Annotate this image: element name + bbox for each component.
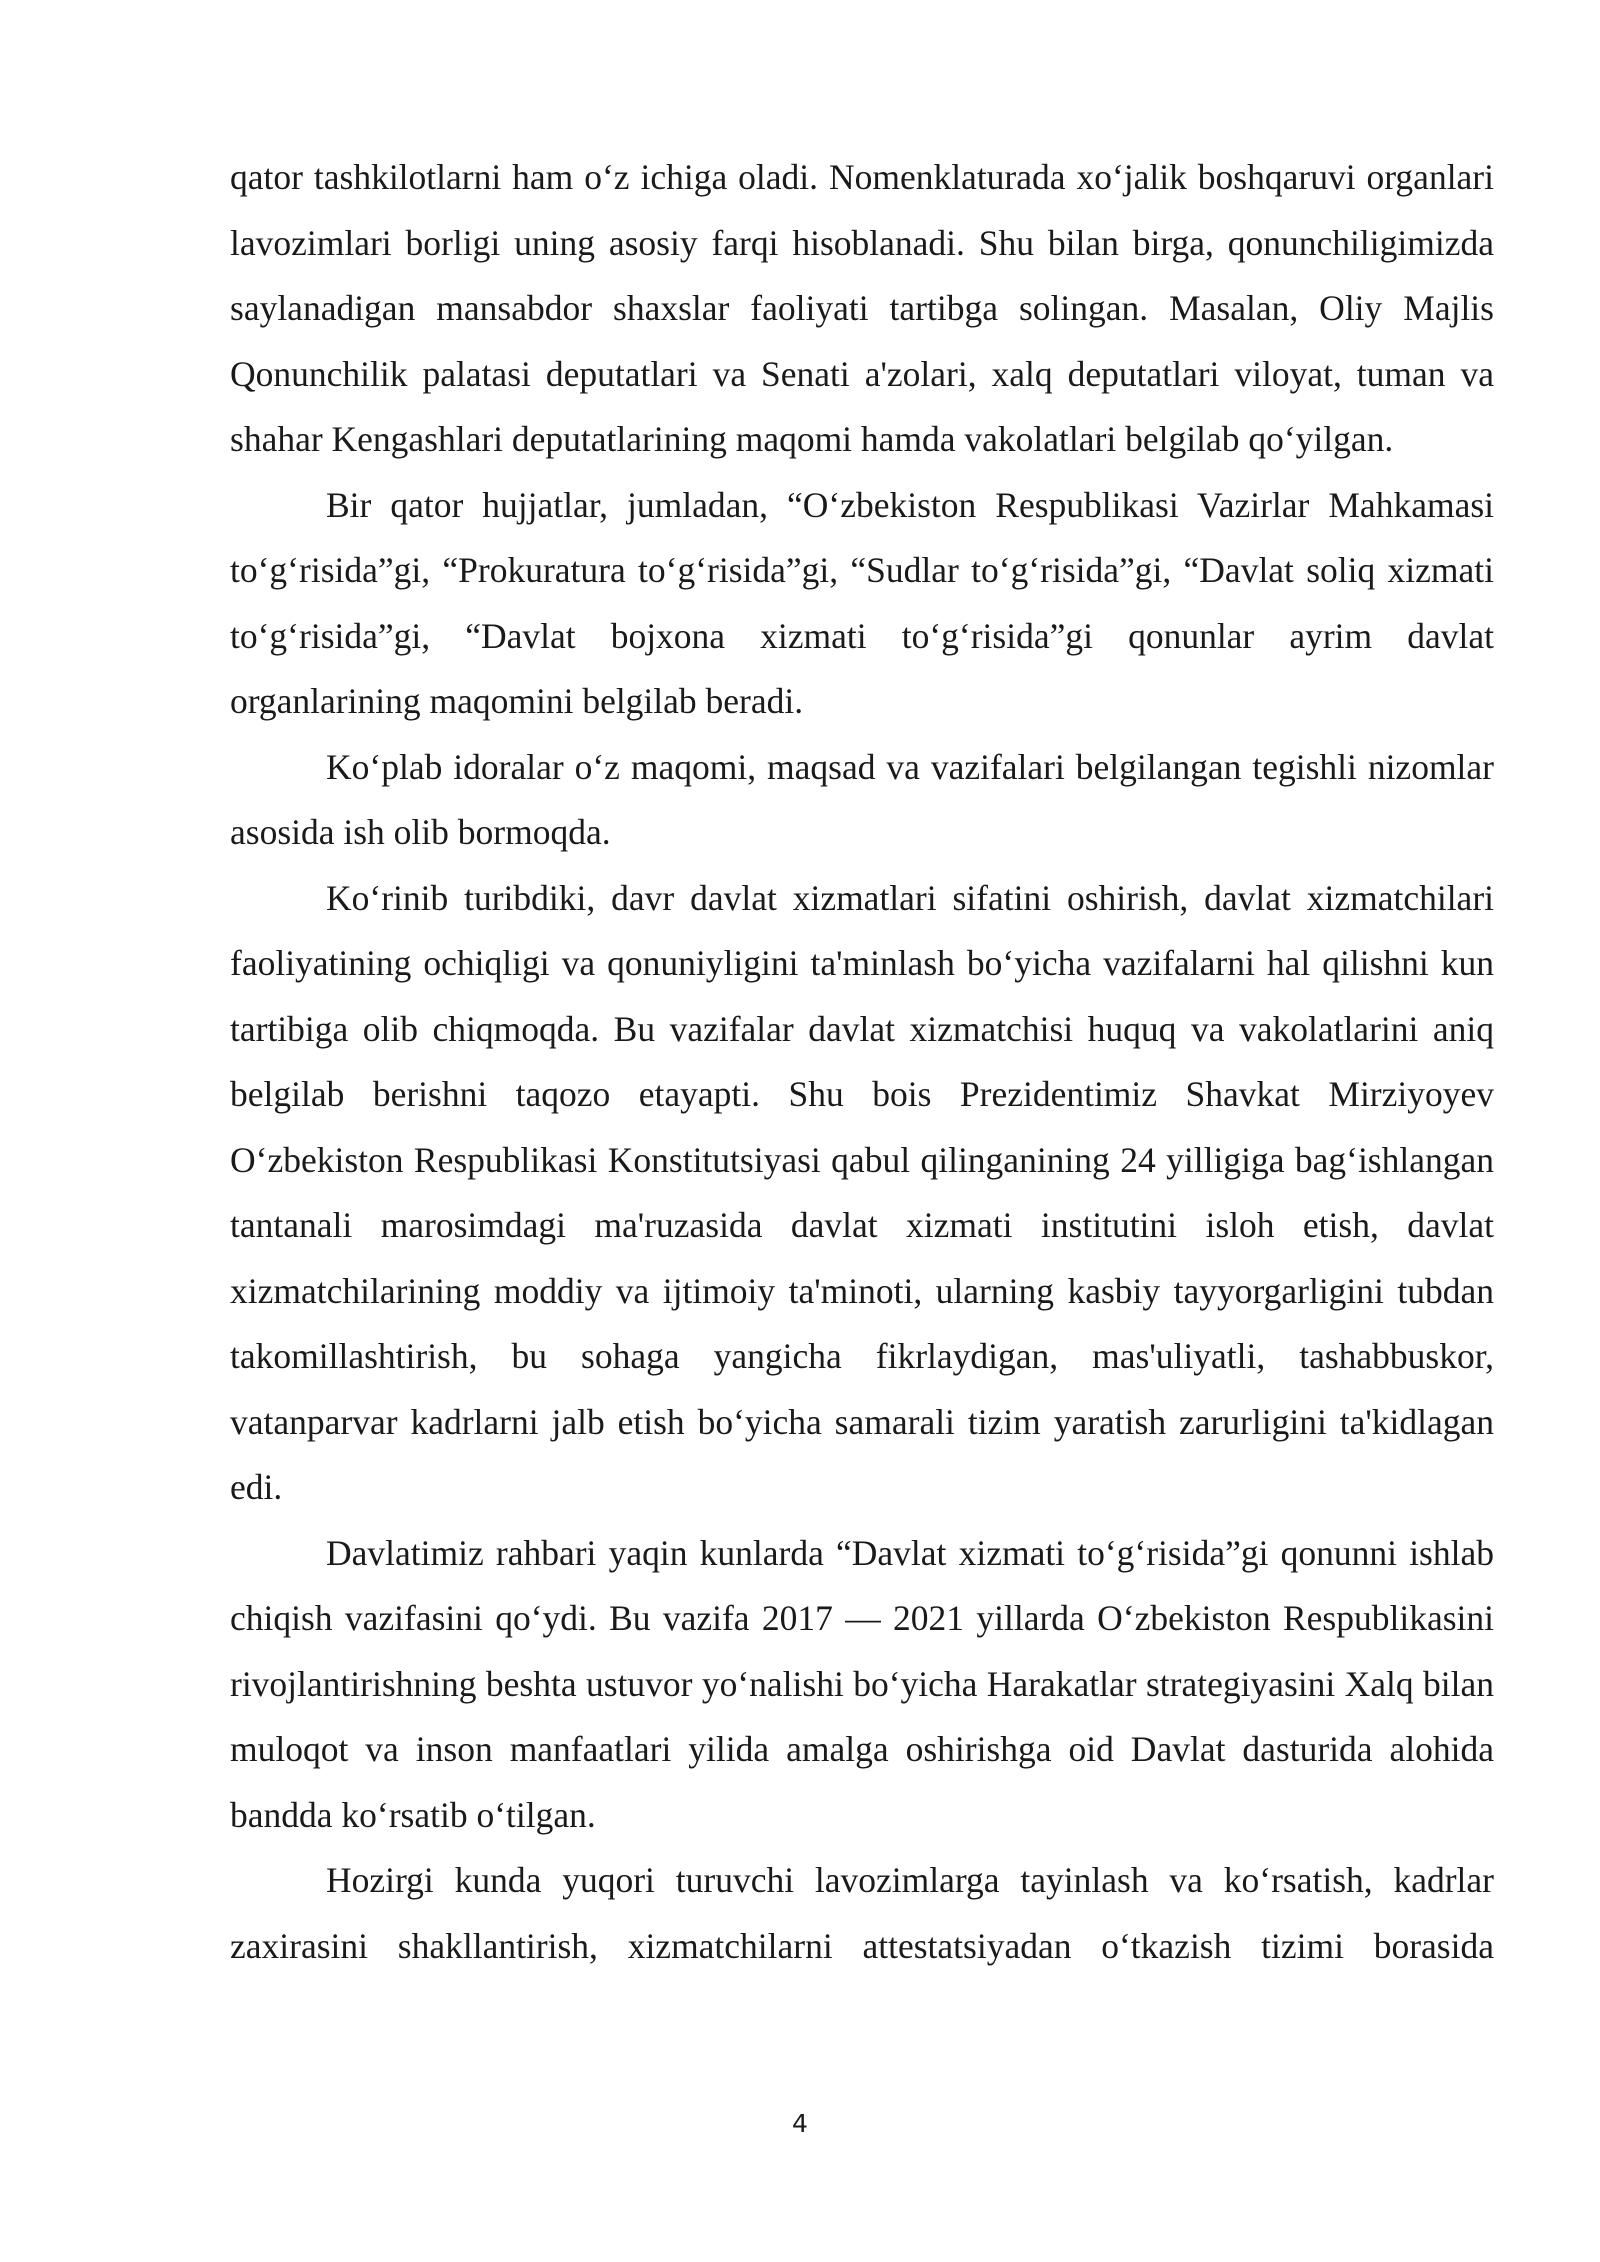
paragraph-continuation: qator tashkilotlarni ham o‘z ichiga oladi. Nomenklaturada xo‘jalik boshqaruvi organlari lavozimlari borligi uning asosiy farqi hisoblanadi. Shu bilan birga, qonunchiligimizda saylanadigan mansabdor shaxslar faoliyati tartibga solingan. Masalan, Oliy Majlis Qonunchilik palatasi deputatlari va Senati a'zolari, xalq deputatlari viloyat, tuman va shahar Kengashlari deputatlarining maqomi hamda vakolatlari belgilab qo‘yilgan.	[230, 157, 1494, 459]
paragraph-laws: Bir qator hujjatlar, jumladan, “O‘zbekiston Respublikasi Vazirlar Mahkamasi to‘g‘risida”gi, “Prokuratura to‘g‘risida”gi, “Sudlar to‘g‘risida”gi, “Davlat soliq xizmati to‘g‘risida”gi, “Davlat bojxona xizmati to‘g‘risida”gi qonunlar ayrim davlat organlarining maqomini belgilab beradi.	[230, 484, 1494, 721]
paragraph-regulations: Ko‘plab idoralar o‘z maqomi, maqsad va vazifalari belgilangan tegishli nizomlar asosida ish olib bormoqda.	[230, 746, 1494, 852]
paragraph-civil-service-law: Davlatimiz rahbari yaqin kunlarda “Davlat xizmati to‘g‘risida”gi qonunni ishlab chiqish vazifasini qo‘ydi. Bu vazifa 2017 — 2021 yillarda O‘zbekiston Respublikasini rivojlantirishning beshta ustuvor yo‘nalishi bo‘yicha Harakatlar strategiyasini Xalq bilan muloqot va inson manfaatlari yilida amalga oshirishga oid Davlat dasturida alohida bandda ko‘rsatib o‘tilgan.	[230, 1532, 1494, 1835]
document-page	[230, 145, 1494, 1979]
paragraph-current-situation: Hozirgi kunda yuqori turuvchi lavozimlarga tayinlash va ko‘rsatish, kadrlar zaxirasini shakllantirish, xizmatchilarni attestatsiyadan o‘tkazish tizimi borasida	[230, 1860, 1494, 1966]
paragraph-civil-service-reform: Ko‘rinib turibdiki, davr davlat xizmatlari sifatini oshirish, davlat xizmatchilari faoliyatining ochiqligi va qonuniyligini ta'minlash bo‘yicha vazifalarni hal qilishni kun tartibiga olib chiqmoqda. Bu vazifalar davlat xizmatchisi huquq va vakolatlarini aniq belgilab berishni taqozo etayapti. Shu bois Prezidentimiz Shavkat Mirziyoyev O‘zbekiston Respublikasi Konstitutsiyasi qabul qilinganining 24 yilligiga bag‘ishlangan tantanali marosimdagi ma'ruzasida davlat xizmati institutini isloh etish, davlat xizmatchilarining moddiy va ijtimoiy ta'minoti, ularning kasbiy tayyorgarligini tubdan takomillashtirish, bu sohaga yangicha fikrlaydigan, mas'uliyatli, tashabbuskor, vatanparvar kadrlarni jalb etish bo‘yicha samarali tizim yaratish zarurligini ta'kidlagan edi.	[230, 877, 1494, 1507]
page-number: 4	[792, 2109, 808, 2138]
